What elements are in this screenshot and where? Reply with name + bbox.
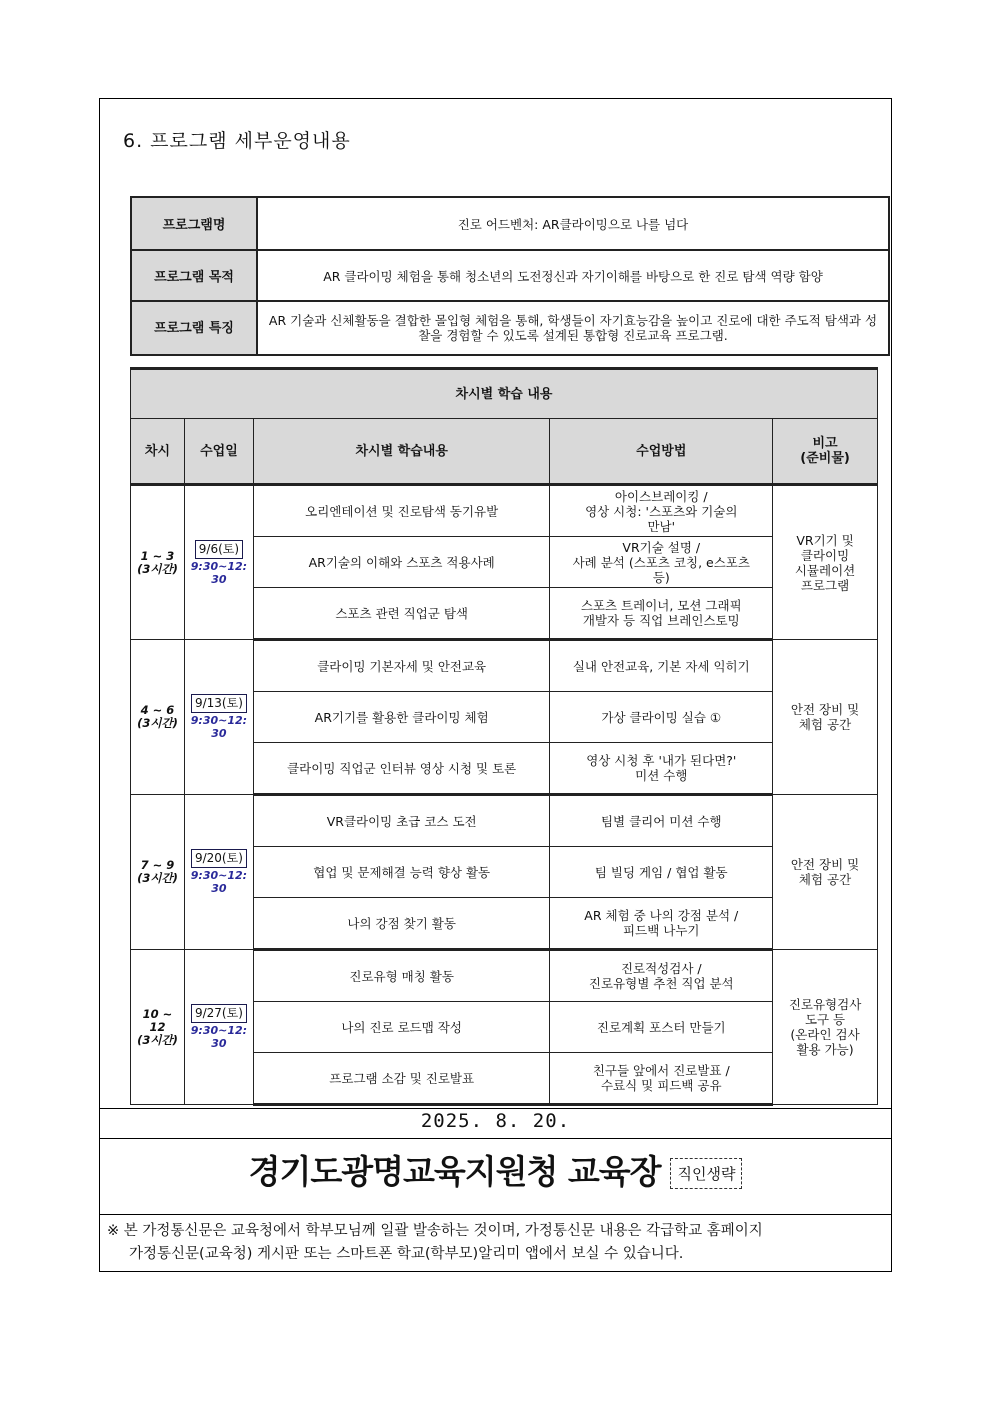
session-range: 10 ~ 12 (3시간) <box>131 950 185 1105</box>
divider <box>99 1138 892 1139</box>
table-row <box>131 485 878 537</box>
header-note: 비고 (준비물) <box>773 419 878 485</box>
info-label: 프로그램 목적 <box>131 250 257 301</box>
class-date: 9/6(토) <box>195 540 243 559</box>
header-session: 차시 <box>131 419 185 485</box>
header-content: 차시별 학습내용 <box>253 419 550 485</box>
info-value: 진로 어드벤처: AR클라이밍으로 나를 넘다 <box>257 197 889 250</box>
materials-note: VR기기 및 클라이밍 시뮬레이션 프로그램 <box>773 485 878 640</box>
info-row-purpose <box>131 250 889 301</box>
lesson-content: 클라이밍 기본자세 및 안전교육 <box>253 640 550 692</box>
lesson-content: AR기기를 활용한 클라이밍 체험 <box>253 692 550 743</box>
lesson-method: AR 체험 중 나의 강점 분석 / 피드백 나누기 <box>550 898 773 950</box>
class-date-cell <box>184 640 253 795</box>
schedule-caption: 차시별 학습 내용 <box>131 369 878 419</box>
office-name: 경기도광명교육지원청 교육장 <box>248 1152 661 1191</box>
notice <box>107 1220 887 1266</box>
lesson-content: VR클라이밍 초급 코스 도전 <box>253 795 550 847</box>
lesson-method: 팀별 클리어 미션 수행 <box>550 795 773 847</box>
info-value: AR 기술과 신체활동을 결합한 몰입형 체험을 통해, 학생들이 자기효능감을 높이고 진로에 대한 주도적 탐색과 성찰을 경험할 수 있도록 설계된 통합형 진로교육 프로그램. <box>257 301 889 355</box>
class-time: 9:30~12: 30 <box>190 559 248 586</box>
lesson-content: AR기술의 이해와 스포츠 적용사례 <box>253 537 550 588</box>
schedule-table <box>130 367 878 1106</box>
schedule-caption-row <box>131 369 878 419</box>
issue-date: 2025. 8. 20. <box>420 1110 571 1132</box>
schedule-header-row <box>131 419 878 485</box>
class-date: 9/13(토) <box>191 694 247 713</box>
divider <box>99 1214 892 1215</box>
lesson-method: 진로적성검사 / 진로유형별 추천 직업 분석 <box>550 950 773 1002</box>
lesson-content: 협업 및 문제해결 능력 향상 활동 <box>253 847 550 898</box>
lesson-method: 팀 빌딩 게임 / 협업 활동 <box>550 847 773 898</box>
lesson-content: 나의 진로 로드맵 작성 <box>253 1002 550 1053</box>
info-label: 프로그램 특징 <box>131 301 257 355</box>
lesson-method: 스포츠 트레이너, 모션 그래픽 개발자 등 직업 브레인스토밍 <box>550 588 773 640</box>
lesson-content: 스포츠 관련 직업군 탐색 <box>253 588 550 640</box>
info-row-name <box>131 197 889 250</box>
lesson-method: 실내 안전교육, 기본 자세 익히기 <box>550 640 773 692</box>
lesson-content: 프로그램 소감 및 진로발표 <box>253 1053 550 1105</box>
class-time: 9:30~12: 30 <box>190 714 248 740</box>
class-date-cell <box>184 795 253 950</box>
info-label: 프로그램명 <box>131 197 257 250</box>
class-date: 9/20(토) <box>191 849 247 868</box>
materials-note: 진로유형검사 도구 등 (온라인 검사 활용 가능) <box>773 950 878 1105</box>
lesson-method: 아이스브레이킹 / 영상 시청: '스포츠와 기술의 만남' <box>550 485 773 537</box>
session-range: 7 ~ 9 (3시간) <box>131 795 185 950</box>
header-method: 수업방법 <box>550 419 773 485</box>
session-range: 4 ~ 6 (3시간) <box>131 640 185 795</box>
lesson-content: 나의 강점 찾기 활동 <box>253 898 550 950</box>
materials-note: 안전 장비 및 체험 공간 <box>773 640 878 795</box>
lesson-method: VR기술 설명 / 사례 분석 (스포츠 코칭, e스포츠 등) <box>550 537 773 588</box>
notice-line: ※ 본 가정통신문은 교육청에서 학부모님께 일괄 발송하는 것이며, 가정통신문 내용은 각급학교 홈페이지 <box>107 1223 763 1239</box>
class-time: 9:30~12: 30 <box>190 1024 248 1050</box>
class-time: 9:30~12: 30 <box>190 869 248 895</box>
class-date-cell <box>184 950 253 1105</box>
table-row <box>131 640 878 692</box>
lesson-content: 오리엔테이션 및 진로탐색 동기유발 <box>253 485 550 537</box>
table-row <box>131 795 878 847</box>
materials-note: 안전 장비 및 체험 공간 <box>773 795 878 950</box>
lesson-method: 진로계획 포스터 만들기 <box>550 1002 773 1053</box>
lesson-method: 가상 클라이밍 실습 ① <box>550 692 773 743</box>
lesson-content: 클라이밍 직업군 인터뷰 영상 시청 및 토론 <box>253 743 550 795</box>
class-date: 9/27(토) <box>191 1004 247 1023</box>
office-signature <box>99 1146 892 1193</box>
lesson-method: 영상 시청 후 '내가 된다면?' 미션 수행 <box>550 743 773 795</box>
header-date: 수업일 <box>184 419 253 485</box>
divider <box>99 1108 892 1109</box>
lesson-method: 친구들 앞에서 진로발표 / 수료식 및 피드백 공유 <box>550 1053 773 1105</box>
program-info-table <box>130 196 890 356</box>
session-range: 1 ~ 3 (3시간) <box>131 485 185 640</box>
info-row-feature <box>131 301 889 355</box>
section-title: 6. 프로그램 세부운영내용 <box>123 130 351 152</box>
class-date-cell <box>184 485 253 640</box>
seal-omitted-stamp: 직인생략 <box>670 1158 742 1189</box>
table-row <box>131 950 878 1002</box>
lesson-content: 진로유형 매칭 활동 <box>253 950 550 1002</box>
notice-line: 가정통신문(교육청) 게시판 또는 스마트폰 학교(학부모)알리미 앱에서 보실 수 있습니다. <box>129 1246 684 1262</box>
info-value: AR 클라이밍 체험을 통해 청소년의 도전정신과 자기이해를 바탕으로 한 진로 탐색 역량 함양 <box>257 250 889 301</box>
